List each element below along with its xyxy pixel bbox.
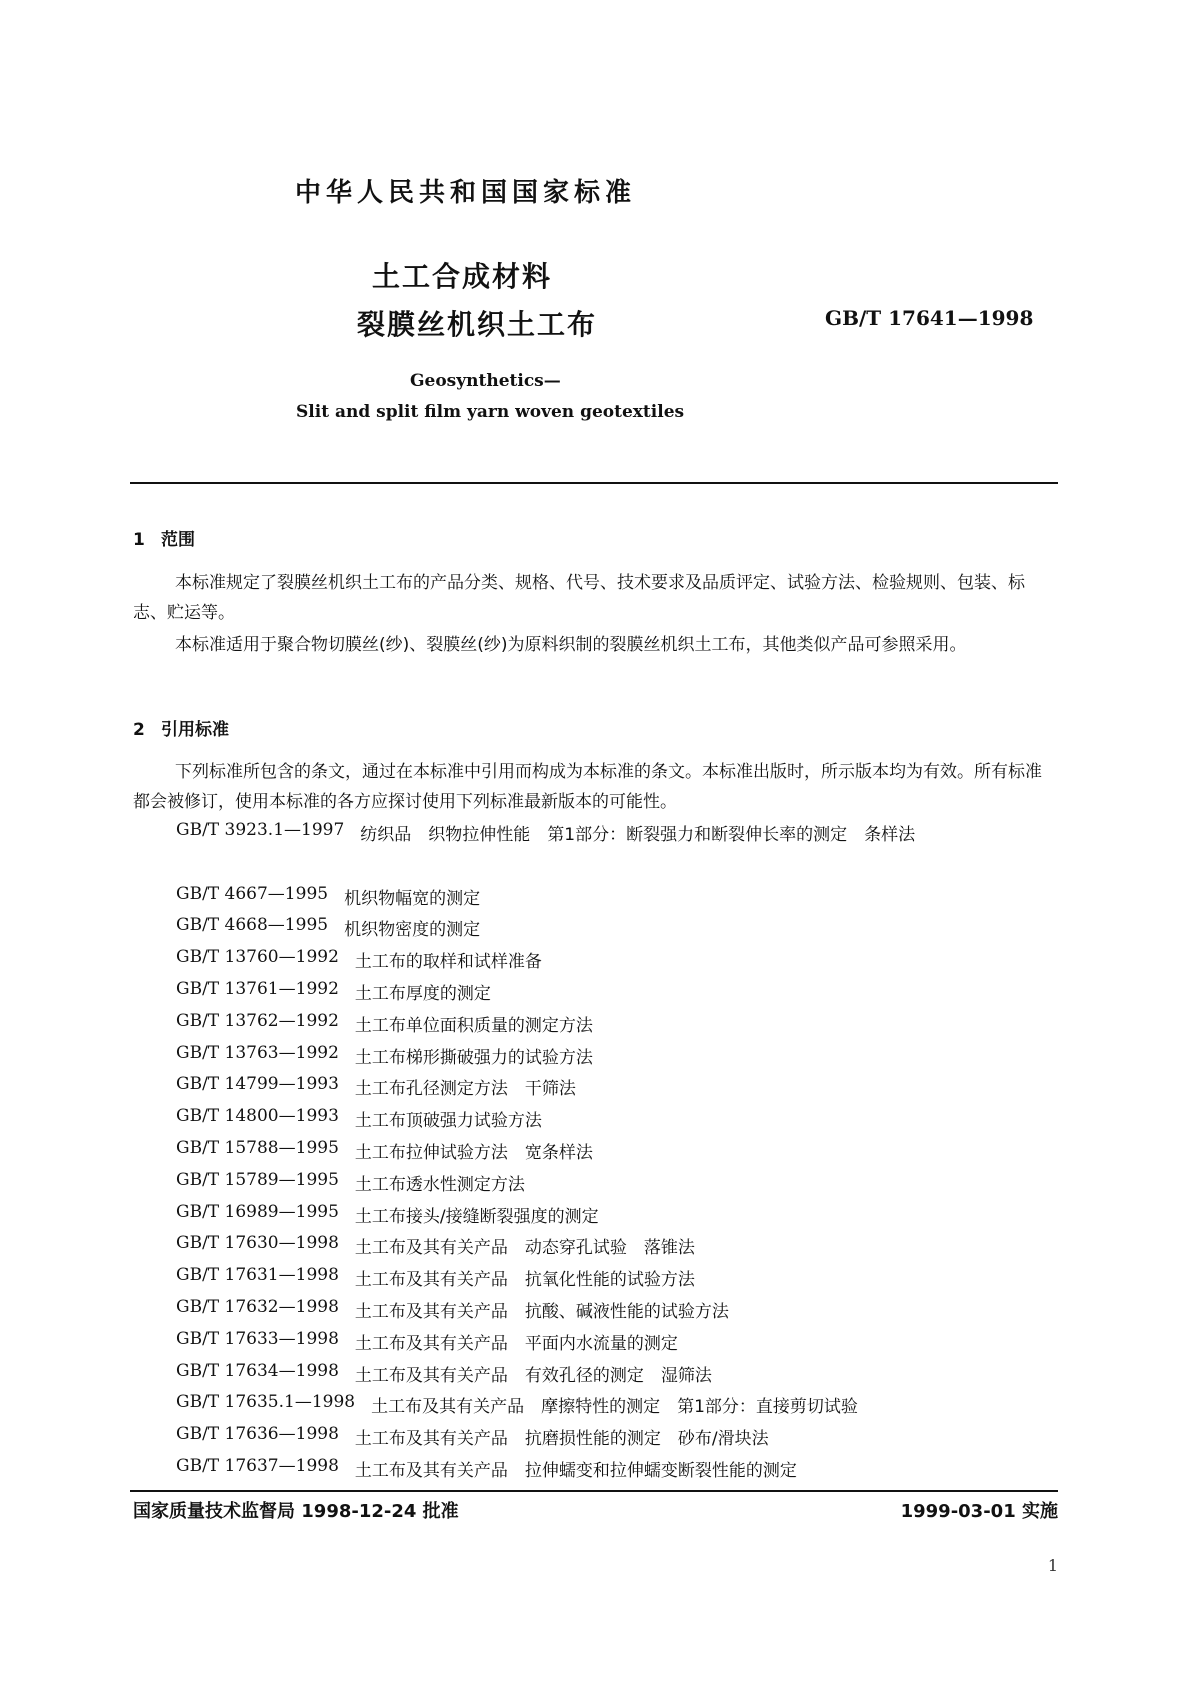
- reference-code: GB/T 14800—1993: [176, 1106, 339, 1127]
- reference-title: 土工布厚度的测定: [354, 983, 491, 1004]
- reference-code: GB/T 13763—1992: [176, 1042, 339, 1063]
- reference-title: 纺织品 织物拉伸性能 第1部分：断裂强力和断裂伸长率的测定 条样法: [360, 825, 916, 845]
- reference-item: [176, 884, 1061, 916]
- reference-code: GB/T 15788—1995: [176, 1137, 339, 1158]
- reference-code: GB/T 3923.1—1997: [176, 820, 345, 840]
- section-2-paragraph-1: 下列标准所包含的条文，通过在本标准中引用而构成为本标准的条文。本标准出版时，所示版本均为有效。所有标准都会被修订，使用本标准的各方应探讨使用下列标准最新版本的可能性。: [133, 762, 1042, 812]
- reference-title: 土工布孔径测定方法 干筛法: [354, 1079, 576, 1100]
- reference-code: GB/T 17634—1998: [176, 1360, 339, 1381]
- reference-title: 土工布及其有关产品 拉伸蠕变和拉伸蠕变断裂性能的测定: [354, 1460, 797, 1481]
- reference-code: GB/T 4668—1995: [176, 915, 329, 936]
- section-2-heading: [133, 715, 229, 740]
- reference-title: 土工布及其有关产品 动态穿孔试验 落锥法: [354, 1238, 695, 1259]
- reference-item: [176, 1392, 1061, 1424]
- reference-title: 土工布梯形撕破强力的试验方法: [354, 1047, 593, 1068]
- reference-code: GB/T 13760—1992: [176, 947, 339, 968]
- title-line-2: 裂膜丝机织土工布: [357, 308, 598, 341]
- section-1-heading: [133, 525, 195, 550]
- reference-item: [176, 1456, 1061, 1488]
- reference-code: GB/T 17630—1998: [176, 1233, 339, 1254]
- reference-code: GB/T 13762—1992: [176, 1010, 339, 1031]
- reference-code: GB/T 16989—1995: [176, 1201, 339, 1222]
- reference-item: [176, 1106, 1061, 1138]
- section-title: 引用标准: [161, 720, 229, 740]
- reference-title: 土工布及其有关产品 摩擦特性的测定 第1部分：直接剪切试验: [371, 1397, 858, 1418]
- reference-title: 土工布的取样和试样准备: [354, 952, 542, 973]
- reference-title: 土工布及其有关产品 抗磨损性能的测定 砂布/滑块法: [354, 1429, 769, 1450]
- reference-title: 土工布及其有关产品 平面内水流量的测定: [354, 1333, 678, 1354]
- reference-item: [176, 1138, 1061, 1170]
- reference-title: 土工布透水性测定方法: [354, 1174, 525, 1195]
- title-line-1: 土工合成材料: [372, 260, 553, 293]
- national-standard-header: 中华人民共和国国家标准: [295, 178, 637, 208]
- english-title-line-2: Slit and split film yarn woven geotextiles: [296, 402, 685, 422]
- reference-item: [176, 1424, 1061, 1456]
- reference-list: [176, 820, 1061, 1488]
- reference-code: GB/T 4667—1995: [176, 883, 329, 904]
- page-number: 1: [1047, 1556, 1058, 1575]
- reference-item: [176, 1297, 1061, 1329]
- reference-code: GB/T 17633—1998: [176, 1328, 339, 1349]
- implementation-info: 1999-03-01 实施: [900, 1501, 1058, 1522]
- section-title: 范围: [161, 530, 195, 550]
- reference-title: 土工布及其有关产品 抗酸、碱液性能的试验方法: [354, 1301, 729, 1322]
- reference-item: [176, 1361, 1061, 1393]
- english-title-line-1: Geosynthetics—: [410, 371, 561, 391]
- reference-item: [176, 1170, 1061, 1202]
- reference-title: 土工布顶破强力试验方法: [354, 1111, 542, 1132]
- reference-title: 机织物幅宽的测定: [344, 888, 481, 909]
- reference-item: [176, 947, 1061, 979]
- reference-code: GB/T 17631—1998: [176, 1265, 339, 1286]
- reference-code: GB/T 17636—1998: [176, 1424, 339, 1445]
- reference-item: [176, 1265, 1061, 1297]
- reference-item: [176, 915, 1061, 947]
- reference-code: GB/T 17635.1—1998: [176, 1392, 356, 1413]
- bottom-divider: [130, 1490, 1058, 1492]
- reference-item: [176, 820, 1061, 884]
- reference-code: GB/T 15789—1995: [176, 1169, 339, 1190]
- section-number: 1: [133, 530, 145, 550]
- reference-item: [176, 1233, 1061, 1265]
- standard-number: GB/T 17641—1998: [825, 306, 1034, 330]
- reference-title: 机织物密度的测定: [344, 920, 481, 941]
- reference-title: 土工布及其有关产品 有效孔径的测定 湿筛法: [354, 1365, 712, 1386]
- reference-item: [176, 1329, 1061, 1361]
- reference-title: 土工布及其有关产品 抗氧化性能的试验方法: [354, 1270, 695, 1291]
- section-number: 2: [133, 720, 145, 740]
- reference-code: GB/T 14799—1993: [176, 1074, 339, 1095]
- reference-title: 土工布接头/接缝断裂强度的测定: [354, 1206, 599, 1227]
- reference-item: [176, 1011, 1061, 1043]
- section-1-paragraph-1: 本标准规定了裂膜丝机织土工布的产品分类、规格、代号、技术要求及品质评定、试验方法、检验规则、包装、标志、贮运等。: [133, 573, 1025, 623]
- top-divider: [130, 482, 1058, 484]
- reference-title: 土工布拉伸试验方法 宽条样法: [354, 1142, 593, 1163]
- reference-item: [176, 1202, 1061, 1234]
- reference-item: [176, 1074, 1061, 1106]
- reference-code: GB/T 17637—1998: [176, 1455, 339, 1476]
- reference-item: [176, 979, 1061, 1011]
- approval-info: 国家质量技术监督局 1998-12-24 批准: [133, 1501, 459, 1522]
- reference-title: 土工布单位面积质量的测定方法: [354, 1015, 593, 1036]
- reference-code: GB/T 13761—1992: [176, 978, 339, 999]
- reference-code: GB/T 17632—1998: [176, 1296, 339, 1317]
- section-1-paragraph-2: 本标准适用于聚合物切膜丝(纱)、裂膜丝(纱)为原料织制的裂膜丝机织土工布，其他类似产品可参照采用。: [175, 635, 967, 655]
- reference-item: [176, 1043, 1061, 1075]
